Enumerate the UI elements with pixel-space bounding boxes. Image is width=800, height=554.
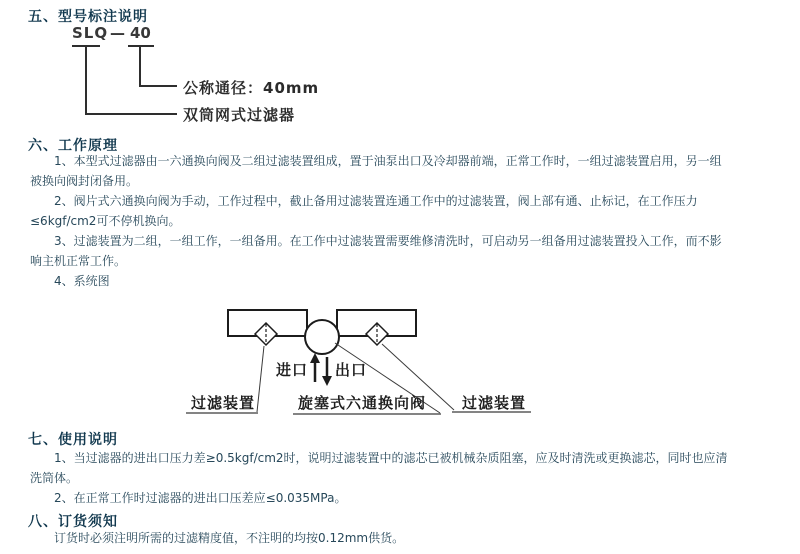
callout-line-type [86,46,177,114]
paragraph-principle-2: 2、阀片式六通换向阀为手动，工作过程中，截止备用过滤装置连通工作中的过滤装置，阀上部有通、止标记，在工作压力≤6kgf/cm2可不停机换向。 [30,194,698,228]
outlet-arrow-head [322,376,332,386]
paragraph-ordering-1: 订货时必须注明所需的过滤精度值，不注明的均按0.12mm供货。 [54,531,405,545]
model-code-dash: — [110,24,125,42]
callout-nominal-diameter: 公称通径：40mm [183,79,320,97]
paragraph-principle-3: 3、过滤装置为二组，一组工作，一组备用。在工作中过滤装置需要维修清洗时，可启动另一组备用过滤装置投入工作，而不影响主机正常工作。 [30,234,722,268]
inlet-label: 进口 [276,361,309,379]
outlet-label: 出口 [335,361,368,379]
ordering-text [30,528,730,548]
section-heading-working-principle: 六、工作原理 [28,138,118,154]
valve-circle [305,320,339,354]
model-designation-diagram [60,24,380,128]
valve-label: 旋塞式六通换向阀 [298,394,427,412]
model-code-prefix: SLQ [72,24,109,42]
paragraph-principle-4: 4、系统图 [54,274,110,288]
filter-device-label-right: 过滤装置 [462,394,527,412]
section-heading-usage: 七、使用说明 [28,432,118,448]
paragraph-principle-1: 1、本型式过滤器由一六通换向阀及二组过滤装置组成，置于油泵出口及冷却器前端，正常工作时，一组过滤装置启用，另一组被换向阀封闭备用。 [30,154,722,188]
section-heading-ordering: 八、订货须知 [28,514,118,530]
usage-text [30,448,730,508]
leader-line-left-filter [257,346,264,412]
callout-line-diameter [140,46,177,86]
section-heading-model-designation: 五、型号标注说明 [28,9,148,25]
model-code-size: 40 [130,24,151,42]
working-principle-text [30,151,730,291]
filter-device-label-left: 过滤装置 [191,394,256,412]
paragraph-usage-1: 1、当过滤器的进出口压力差≥0.5kgf/cm2时，说明过滤装置中的滤芯已被机械杂质阻塞，应及时清洗或更换滤芯，同时也应清洗筒体。 [30,451,728,485]
paragraph-usage-2: 2、在正常工作时过滤器的进出口压差应≤0.035MPa。 [54,491,347,505]
system-diagram [185,300,555,425]
callout-filter-type: 双筒网式过滤器 [183,106,296,124]
